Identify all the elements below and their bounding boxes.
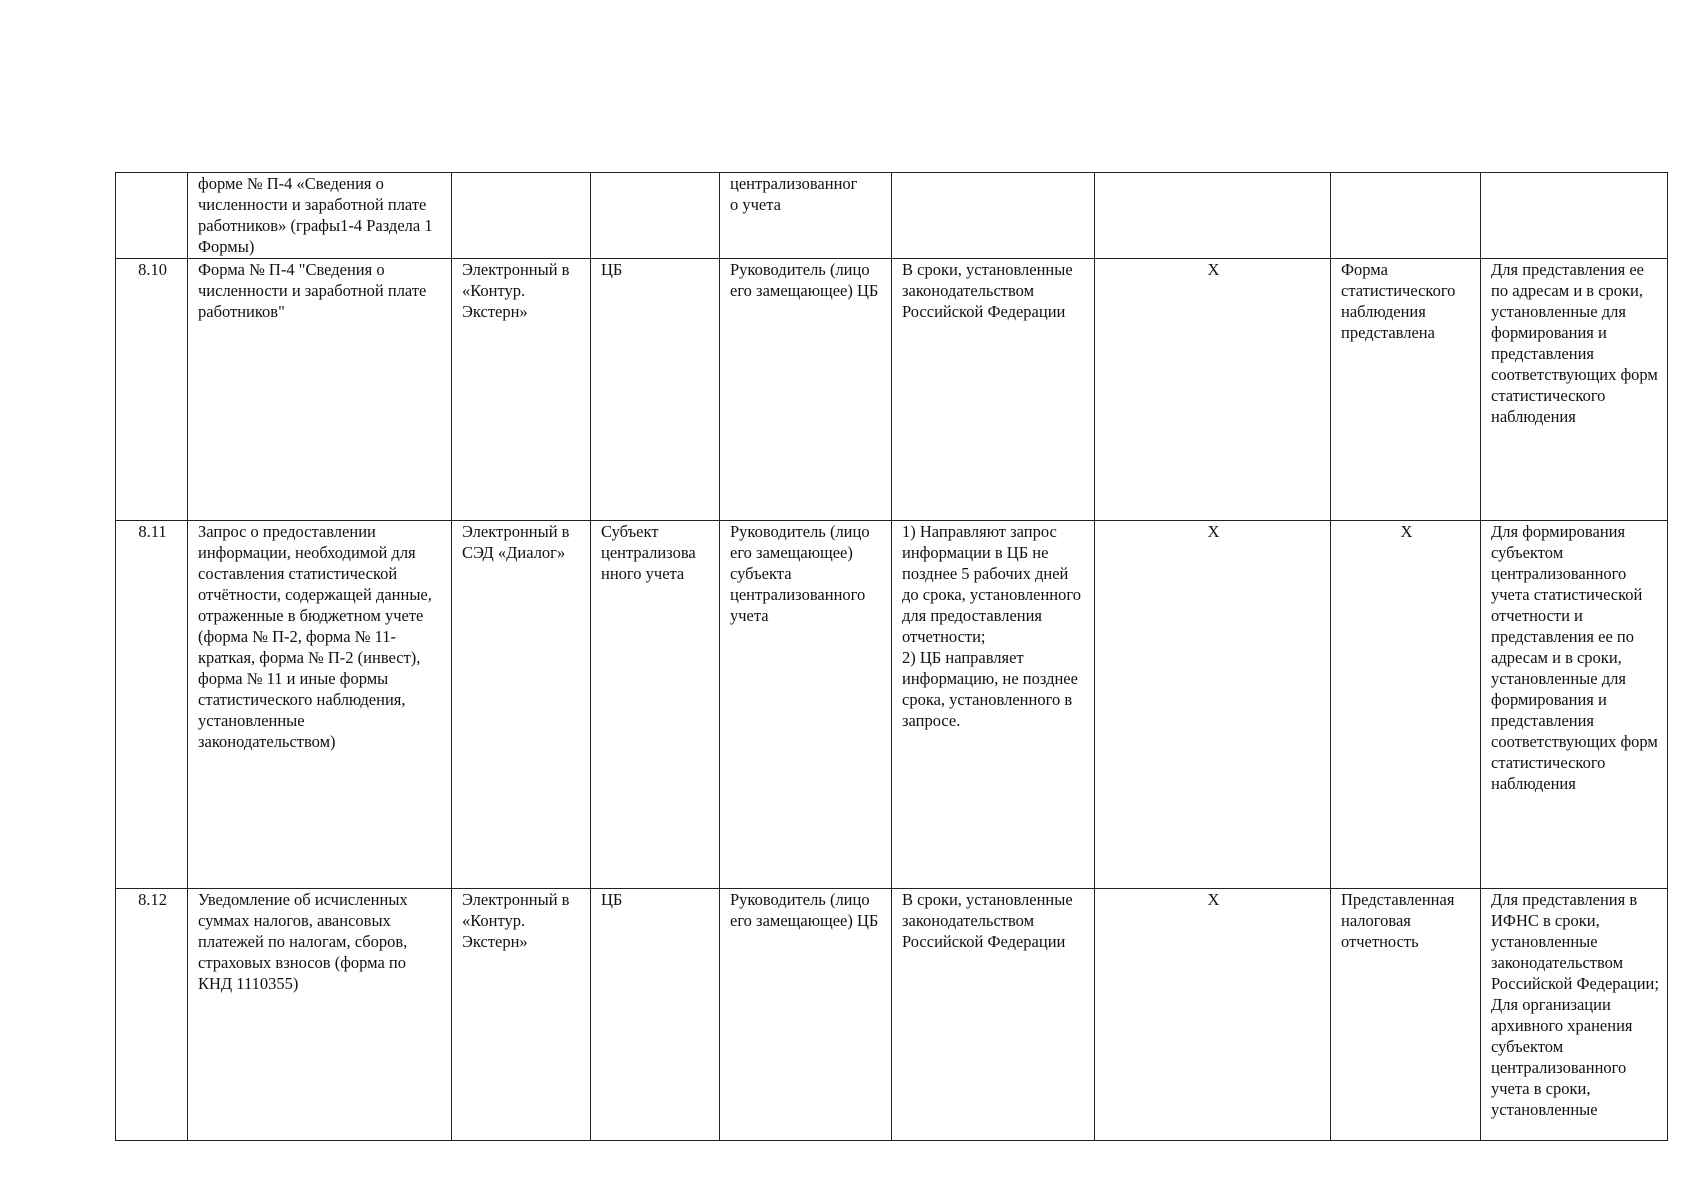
- document-name-cell: Форма № П-4 "Сведения о численности и заработной плате работников": [188, 259, 452, 521]
- control-cell: Х: [1095, 259, 1331, 521]
- document-name-cell: Запрос о предоставлении информации, необходимой для составления статистической отчётности, содержащей данные, отраженные в бюджетном учете (форма № П-2, форма № 11-краткая, форма № П-2 (инвест), форма № 11 и иные формы статистического наблюдения, установленные законодательством): [188, 521, 452, 889]
- table-row: [116, 521, 1668, 889]
- table-row: [116, 173, 1668, 259]
- creator-cell: ЦБ: [591, 889, 720, 1141]
- format-cell: [452, 173, 591, 259]
- row-number-cell: 8.11: [116, 521, 188, 889]
- format-cell: Электронный в СЭД «Диалог»: [452, 521, 591, 889]
- deadline-cell: В сроки, установленные законодательством Российской Федерации: [892, 259, 1095, 521]
- result-cell: Х: [1331, 521, 1481, 889]
- document-name-cell: форме № П-4 «Сведения о численности и заработной плате работников» (графы1-4 Раздела 1 Формы): [188, 173, 452, 259]
- deadline-cell: В сроки, установленные законодательством Российской Федерации: [892, 889, 1095, 1141]
- control-cell: Х: [1095, 889, 1331, 1141]
- row-number-cell: [116, 173, 188, 259]
- signer-cell: Руководитель (лицо его замещающее) ЦБ: [720, 889, 892, 1141]
- table-row: [116, 259, 1668, 521]
- result-cell: [1331, 173, 1481, 259]
- creator-cell: Субъект централизова нного учета: [591, 521, 720, 889]
- creator-cell: ЦБ: [591, 259, 720, 521]
- signer-cell: Руководитель (лицо его замещающее) ЦБ: [720, 259, 892, 521]
- creator-cell: [591, 173, 720, 259]
- purpose-cell: [1481, 173, 1668, 259]
- control-cell: Х: [1095, 521, 1331, 889]
- result-cell: Представленная налоговая отчетность: [1331, 889, 1481, 1141]
- result-cell: Форма статистического наблюдения представлена: [1331, 259, 1481, 521]
- row-number-cell: 8.10: [116, 259, 188, 521]
- purpose-cell: Для формирования субъектом централизованного учета статистической отчетности и представления ее по адресам и в сроки, установленные для формирования и представления соответствующих форм статистического наблюдения: [1481, 521, 1668, 889]
- signer-cell: централизованног о учета: [720, 173, 892, 259]
- deadline-cell: [892, 173, 1095, 259]
- format-cell: Электронный в «Контур. Экстерн»: [452, 889, 591, 1141]
- purpose-cell: Для представления в ИФНС в сроки, установленные законодательством Российской Федерации; Для организации архивного хранения субъектом централизованного учета в сроки, установленные: [1481, 889, 1668, 1141]
- row-number-cell: 8.12: [116, 889, 188, 1141]
- document-table: [115, 172, 1668, 1141]
- format-cell: Электронный в «Контур. Экстерн»: [452, 259, 591, 521]
- control-cell: [1095, 173, 1331, 259]
- table-row: [116, 889, 1668, 1141]
- purpose-cell: Для представления ее по адресам и в сроки, установленные для формирования и представления соответствующих форм статистического наблюдения: [1481, 259, 1668, 521]
- deadline-cell: 1) Направляют запрос информации в ЦБ не позднее 5 рабочих дней до срока, установленного для предоставления отчетности; 2) ЦБ направляет информацию, не позднее срока, установленного в запросе.: [892, 521, 1095, 889]
- document-name-cell: Уведомление об исчисленных суммах налогов, авансовых платежей по налогам, сборов, страховых взносов (форма по КНД 1110355): [188, 889, 452, 1141]
- signer-cell: Руководитель (лицо его замещающее) субъекта централизованного учета: [720, 521, 892, 889]
